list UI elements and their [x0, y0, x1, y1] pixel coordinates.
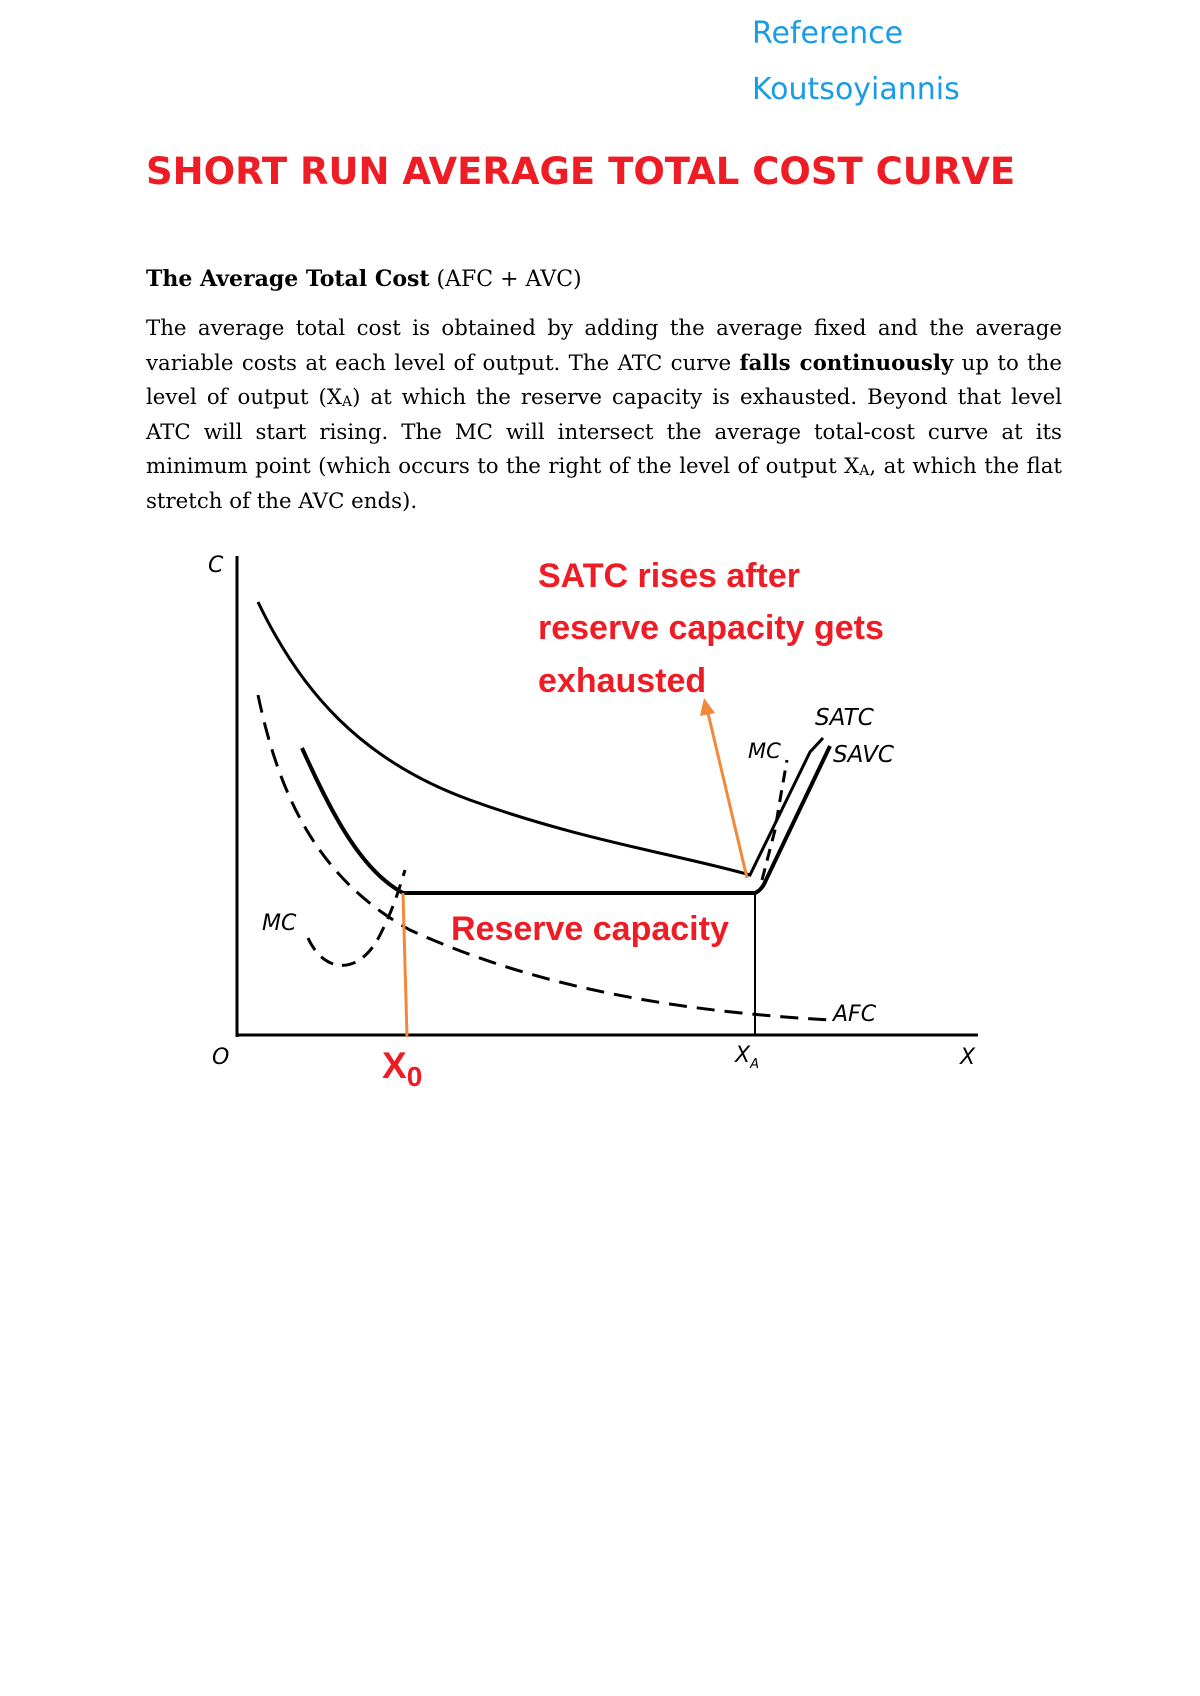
para-text-4: , at which the flat stretch of the AVC ends).: [146, 454, 1062, 514]
annotation-line-3: exhausted: [538, 662, 707, 700]
para-bold-phrase: falls continuously: [739, 350, 954, 376]
para-subscript-2: A: [859, 463, 870, 479]
annotation-line-1: SATC rises after: [538, 557, 801, 595]
para-text-3: ) at which the reserve capacity is exhausted. Beyond that level ATC will start rising. The MC will intersect the average total-cost curve at its minimum point (which occurs to the right of the level of output X: [146, 385, 1062, 479]
reserve-capacity-label: Reserve capacity: [451, 910, 729, 948]
x0-marker-line: [403, 893, 407, 1037]
x0-tick-main: X: [382, 1045, 407, 1086]
subheading-bold: The Average Total Cost: [146, 266, 430, 292]
afc-curve: [258, 695, 830, 1020]
para-subscript-1: A: [341, 394, 353, 410]
page-title: SHORT RUN AVERAGE TOTAL COST CURVE: [146, 150, 1016, 193]
arrow-head: [700, 698, 715, 716]
xa-tick-main: X: [735, 1043, 751, 1068]
reference-author: Koutsoyiannis: [752, 72, 960, 107]
xa-tick-label: [734, 1043, 759, 1072]
origin-label: O: [212, 1045, 230, 1070]
mc-right-label: MC: [748, 739, 781, 763]
para-text-1: The average total cost is obtained by adding the average fixed and the average variable costs at each level of output. The ATC curve: [146, 316, 1062, 376]
satc-label: SATC: [815, 705, 874, 731]
reference-label: Reference: [752, 16, 904, 51]
annotation-arrow: [708, 713, 747, 878]
mc-left-label: MC: [262, 911, 297, 936]
para-text-2: up to the level of output (X: [146, 350, 1062, 410]
subheading-rest: (AFC + AVC): [429, 267, 582, 292]
afc-label: AFC: [833, 1002, 877, 1027]
xa-tick-sub: A: [750, 1057, 759, 1072]
x-axis-label: X: [960, 1045, 976, 1070]
annotation-line-2: reserve capacity gets: [538, 609, 884, 647]
savc-label: SAVC: [833, 742, 894, 768]
y-axis-label: C: [208, 553, 224, 578]
x0-tick-sub: 0: [406, 1061, 423, 1092]
x0-tick-label: [382, 1045, 422, 1092]
